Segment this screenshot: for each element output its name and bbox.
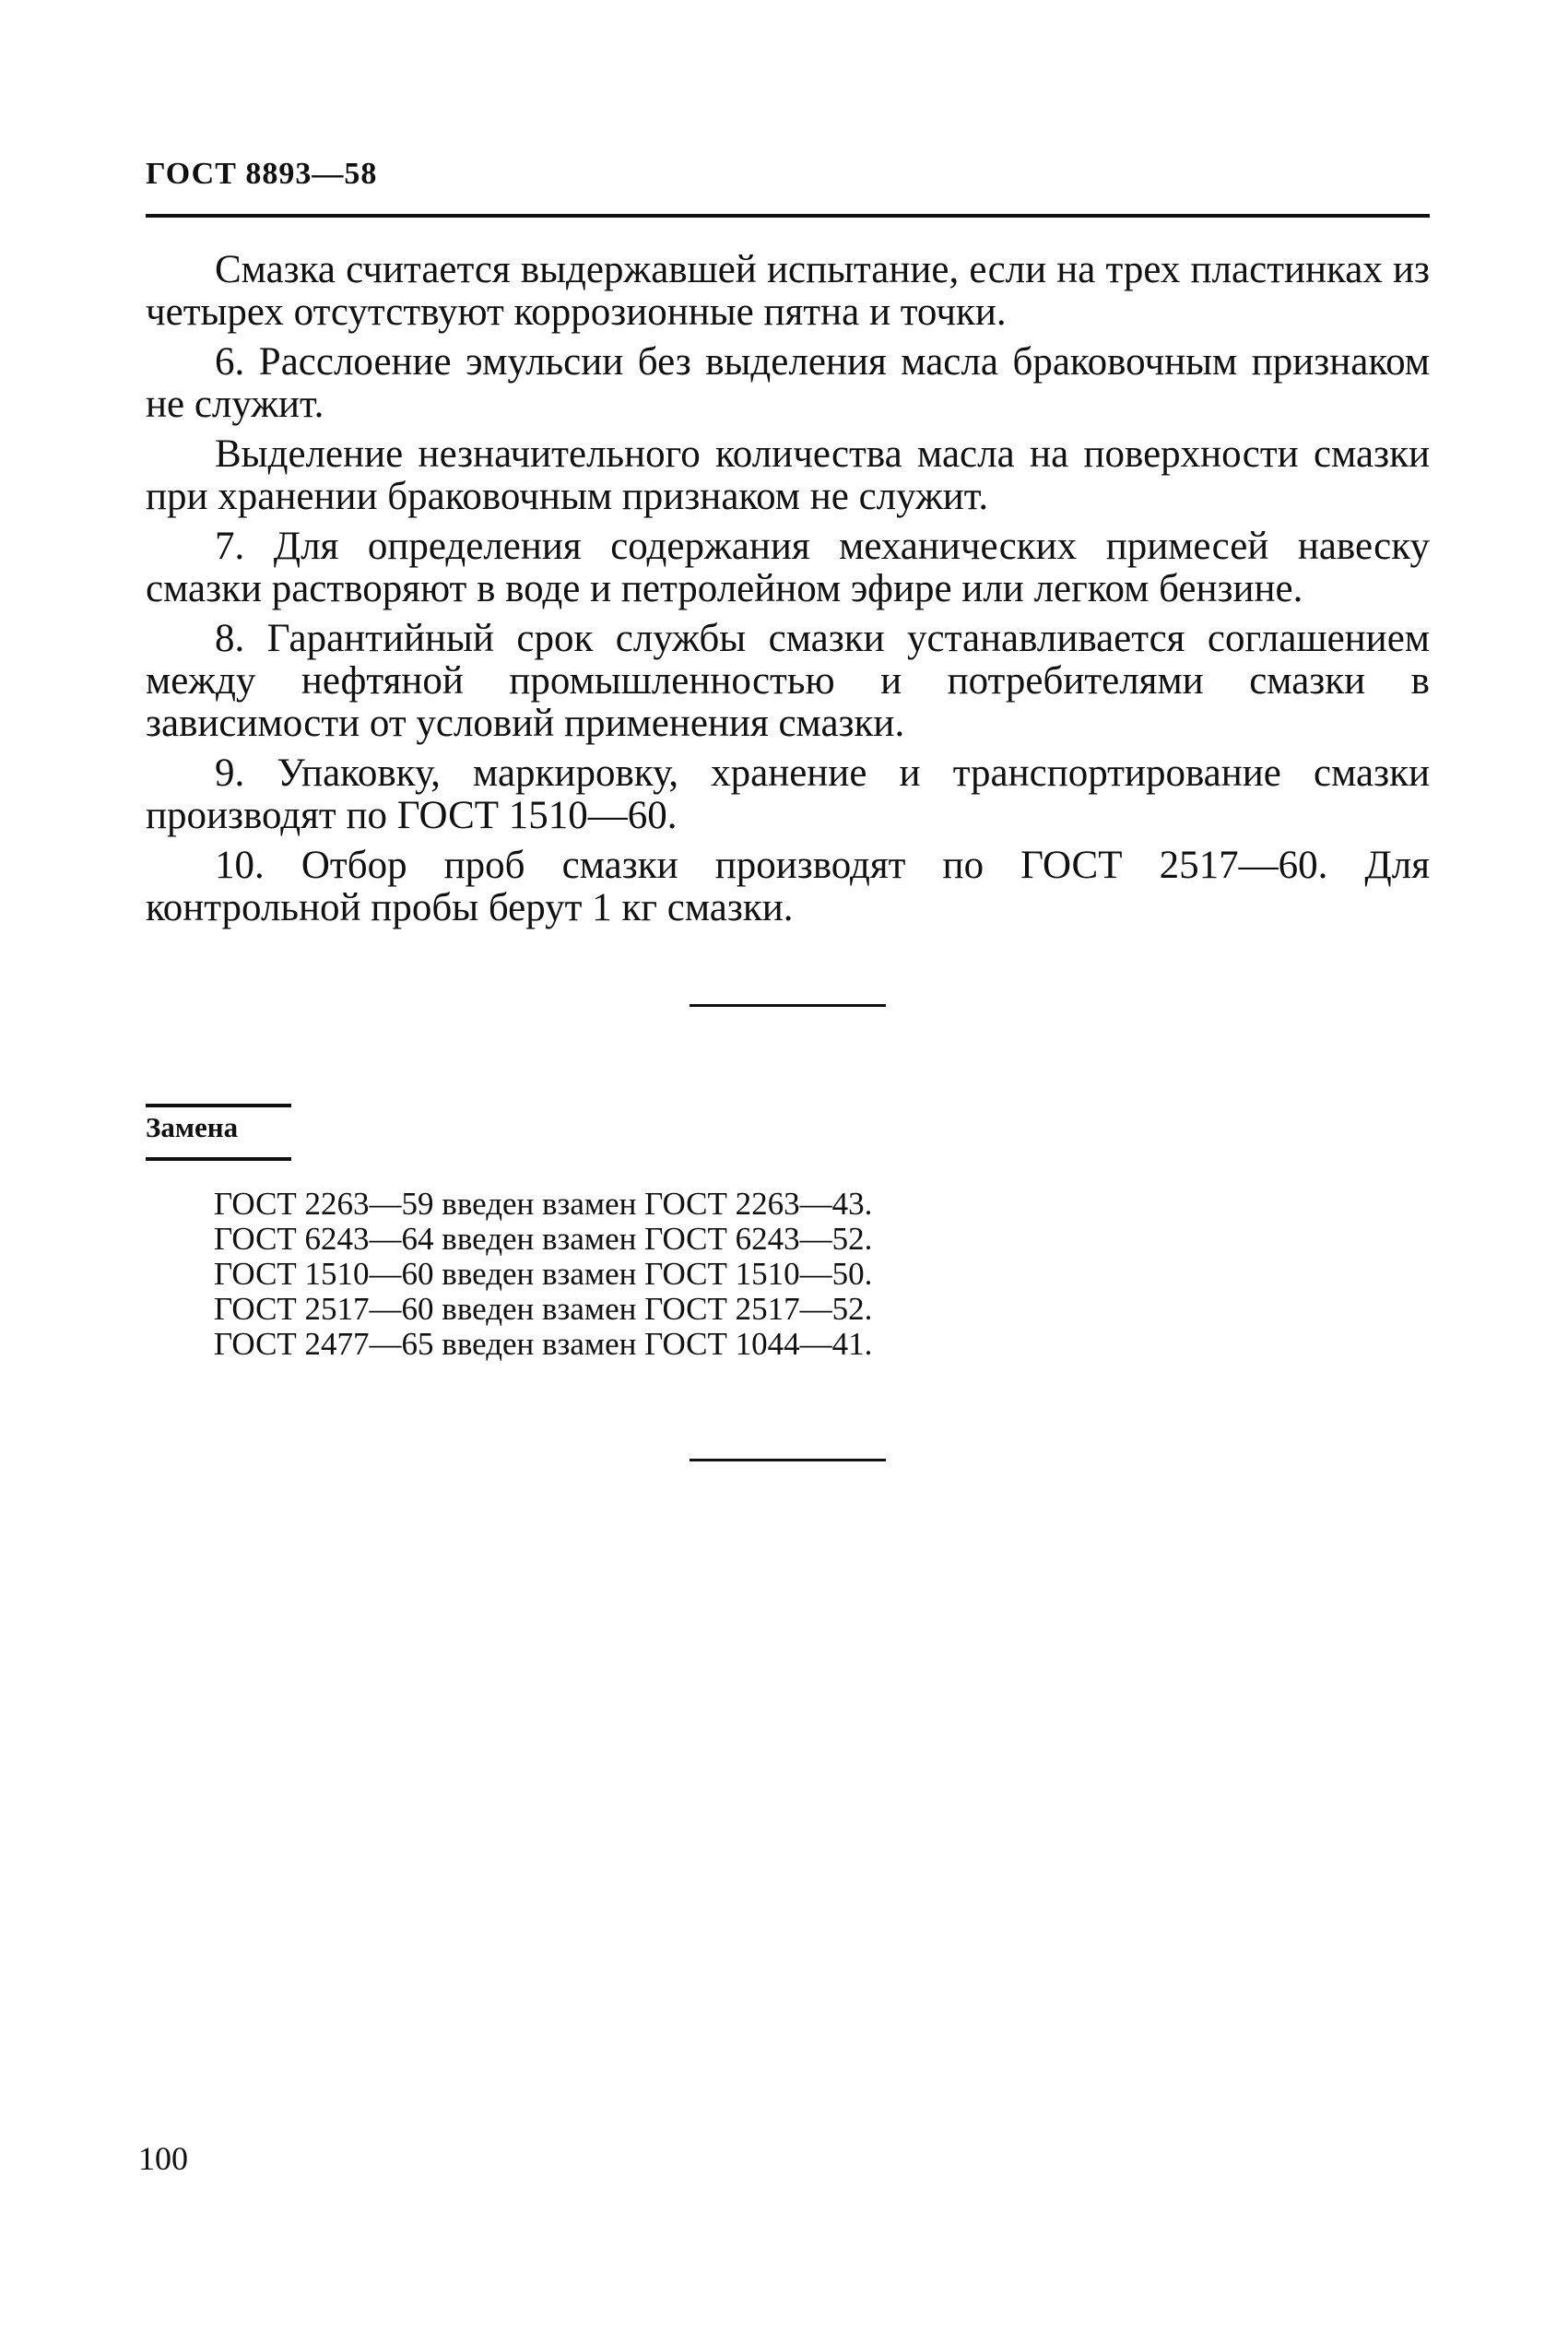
replacement-line-4: ГОСТ 2517—60 введен взамен ГОСТ 2517—52. [214, 1291, 873, 1327]
replacement-line-3: ГОСТ 1510—60 введен взамен ГОСТ 1510—50. [214, 1256, 873, 1292]
replacement-line-1: ГОСТ 2263—59 введен взамен ГОСТ 2263—43. [214, 1186, 873, 1222]
document-header: ГОСТ 8893—58 [146, 157, 378, 191]
paragraph-4: 7. Для определения содержания механических примесей навеску смазки растворяют в воде и петролейном эфире или легком бензине. [146, 525, 1430, 610]
paragraph-7: 10. Отбор проб смазки производят по ГОСТ 2517—60. Для контрольной пробы берут 1 кг смазки. [146, 844, 1430, 929]
paragraph-1: Смазка считается выдержавшей испытание, если на трех пластинках из четырех отсутствуют коррозионные пятна и точки. [146, 248, 1430, 334]
header-rule [146, 214, 1430, 218]
page-number: 100 [138, 2140, 188, 2177]
replacement-line-5: ГОСТ 2477—65 введен взамен ГОСТ 1044—41. [214, 1326, 873, 1362]
paragraph-5: 8. Гарантийный срок службы смазки устанавливается соглашением между нефтяной промышленностью и потребителями смазки в зависимости от условий применения смазки. [146, 617, 1430, 745]
replacement-rule-top [146, 1104, 291, 1107]
paragraph-2: 6. Расслоение эмульсии без выделения масла браковочным признаком не служит. [146, 340, 1430, 426]
replacement-list [214, 1187, 872, 1362]
replacement-line-2: ГОСТ 6243—64 введен взамен ГОСТ 6243—52. [214, 1221, 873, 1257]
paragraph-3: Выделение незначительного количества масла на поверхности смазки при хранении браковочным признаком не служит. [146, 432, 1430, 518]
body-text [146, 249, 1430, 929]
section-divider-2 [690, 1459, 886, 1461]
replacement-title: Замена [146, 1111, 239, 1143]
paragraph-6: 9. Упаковку, маркировку, хранение и транспортирование смазки производят по ГОСТ 1510—60. [146, 751, 1430, 837]
section-divider-1 [690, 1004, 886, 1007]
replacement-rule-bottom [146, 1157, 291, 1161]
